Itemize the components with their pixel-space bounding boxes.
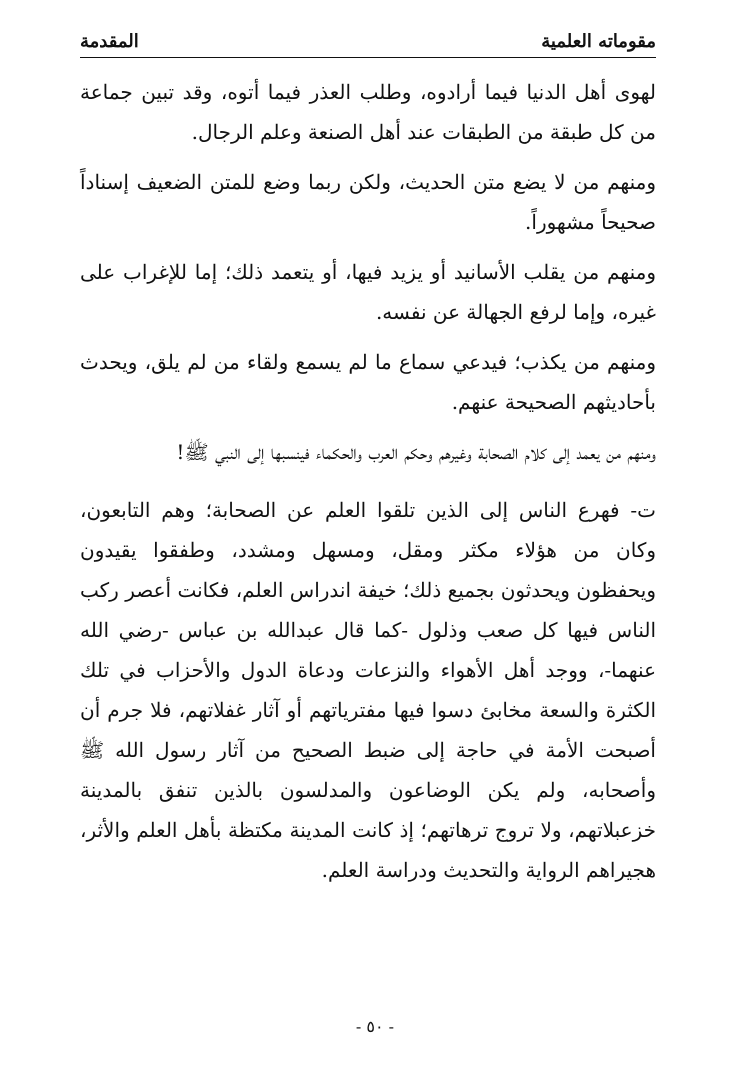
header-divider [80,57,656,58]
paragraph-2: ومنهم من لا يضع متن الحديث، ولكن ربما وضع للمتن الضعيف إسناداً صحيحاً مشهوراً. [80,170,656,234]
page-number: - ٥٠ - [355,1017,395,1036]
page-header [80,28,656,58]
paragraph-3: ومنهم من يقلب الأسانيد أو يزيد فيها، أو يتعمد ذلك؛ إما للإغراب على غيره، وإما لرفع الجهالة عن نفسه. [80,260,656,324]
paragraph-4: ومنهم من يكذب؛ فيدعي سماع ما لم يسمع ولقاء من لم يلق، ويحدث بأحاديثهم الصحيحة عنهم. [80,350,656,414]
header-book-title: مقوماته العلمية [541,31,656,52]
page-body [80,72,656,900]
paragraph-6: ت- فهرع الناس إلى الذين تلقوا العلم عن الصحابة؛ وهم التابعون، وكان من هؤلاء مكثر ومقل، ومسهل ومشدد، وطفقوا يقيدون ويحفظون ويحدثون بجميع ذلك؛ خيفة اندراس العلم، فكانت أعصر ركب الناس فيها كل صعب وذلول -كما قال عبدالله بن عباس -رضي الله عنهما-، ووجد أهل الأهواء والنزعات ودعاة الدول والأحزاب في تلك الكثرة والسعة مخابئ دسوا فيها مفترياتهم أو آثار غفلاتهم، فلا جرم أن أصبحت الأمة في حاجة إلى ضبط الصحيح من آثار رسول الله ﷺ وأصحابه، ولم يكن الوضاعون والمدلسون بالذين تنفق بالمدينة خزعبلاتهم، ولا تروج ترهاتهم؛ إذ كانت المدينة مكتظة بأهل العلم والأثر، هجيراهم الرواية والتحديث ودراسة العلم. [80,498,656,882]
header-section-title: المقدمة [80,31,139,52]
paragraph-5: ومنهم من يعمد إلى كلام الصحابة وغيرهم وحكم العرب والحكماء فينسبها إلى النبي ﷺ! [176,440,656,464]
paragraph-1: لهوى أهل الدنيا فيما أرادوه، وطلب العذر فيما أتوه، وقد تبين جماعة من كل طبقة من الطبقات عند أهل الصنعة وعلم الرجال. [80,80,656,144]
